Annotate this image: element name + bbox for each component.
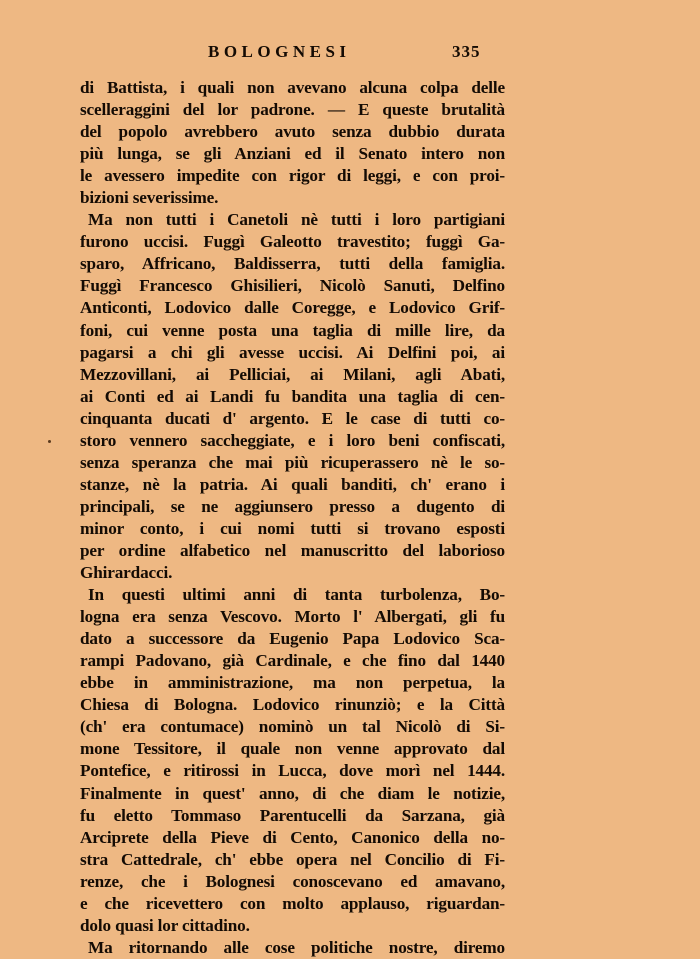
text-line: cinquanta ducati d' argento. E le case di tutti co- — [80, 408, 505, 428]
text-line: foni, cui venne posta una taglia di mille lire, da — [80, 320, 505, 340]
text-line: bizioni severissime. — [80, 188, 219, 208]
text-line: ai Conti ed ai Landi fu bandita una taglia di cen- — [80, 386, 505, 406]
text-line: renze, che i Bolognesi conoscevano ed amavano, — [80, 871, 505, 891]
text-line: dolo quasi lor cittadino. — [80, 915, 250, 935]
text-line: fu eletto Tommaso Parentucelli da Sarzana, già — [80, 805, 505, 825]
text-line: di Battista, i quali non avevano alcuna colpa delle — [80, 78, 505, 97]
text-line: In questi ultimi anni di tanta turbolenza, Bo- — [88, 585, 505, 605]
text-line: Chiesa di Bologna. Lodovico rinunziò; e la Città — [80, 695, 505, 715]
text-line: le avessero impedite con rigor di leggi, e con proi- — [80, 166, 505, 186]
page-number: 335 — [452, 42, 481, 61]
text-line: stra Cattedrale, ch' ebbe opera nel Concilio di Fi- — [80, 849, 505, 869]
text-line: senza speranza che mai più ricuperassero nè le so- — [80, 452, 505, 472]
running-head — [80, 42, 500, 66]
text-line: Finalmente in quest' anno, di che diam le notizie, — [80, 783, 505, 803]
text-line: per ordine alfabetico nel manuscritto del laborioso — [80, 540, 505, 560]
text-line: pagarsi a chi gli avesse uccisi. Ai Delfini poi, ai — [80, 342, 505, 362]
text-line: rampi Padovano, già Cardinale, e che fino dal 1440 — [80, 651, 505, 671]
text-line: logna era senza Vescovo. Morto l' Albergati, gli fu — [80, 607, 505, 627]
text-line: furono uccisi. Fuggì Galeotto travestito; fuggì Ga- — [80, 232, 505, 252]
text-line: stanze, nè la patria. Ai quali banditi, ch' erano i — [80, 474, 505, 494]
text-line: Arciprete della Pieve di Cento, Canonico della no- — [80, 827, 505, 847]
text-line: Ma non tutti i Canetoli nè tutti i loro partigiani — [88, 210, 505, 230]
text-line: mone Tessitore, il quale non venne approvato dal — [80, 739, 505, 759]
text-line: Anticonti, Lodovico dalle Coregge, e Lodovico Grif- — [80, 298, 505, 318]
text-line: dato a successore da Eugenio Papa Lodovico Sca- — [80, 629, 505, 649]
text-line: Pontefice, e ritirossi in Lucca, dove morì nel 1444. — [80, 761, 505, 781]
text-line: Ma ritornando alle cose politiche nostre, diremo — [88, 937, 505, 957]
text-line: minor conto, i cui nomi tutti si trovano esposti — [80, 518, 505, 538]
text-line: (ch' era contumace) nominò un tal Nicolò di Si- — [80, 717, 505, 737]
text-line: e che ricevettero con molto applauso, riguardan- — [80, 893, 505, 913]
running-title: BOLOGNESI — [208, 42, 351, 61]
margin-speck — [48, 440, 51, 443]
text-line: storo vennero saccheggiate, e i loro beni confiscati, — [80, 430, 505, 450]
text-line: più lunga, se gli Anziani ed il Senato intero non — [80, 144, 505, 164]
text-line: scelleraggini del lor padrone. — E queste brutalità — [80, 100, 505, 120]
body-text — [80, 77, 505, 959]
text-line: principali, se ne aggiunsero presso a dugento di — [80, 496, 505, 516]
text-line: sparo, Affricano, Baldisserra, tutti della famiglia. — [80, 254, 505, 274]
text-line: del popolo avrebbero avuto senza dubbio durata — [80, 122, 505, 142]
text-line: Ghirardacci. — [80, 563, 173, 583]
text-line: ebbe in amministrazione, ma non perpetua, la — [80, 673, 505, 693]
text-line: Fuggì Francesco Ghisilieri, Nicolò Sanuti, Delfino — [80, 276, 505, 296]
text-line: Mezzovillani, ai Pelliciai, ai Milani, agli Abati, — [80, 364, 505, 384]
